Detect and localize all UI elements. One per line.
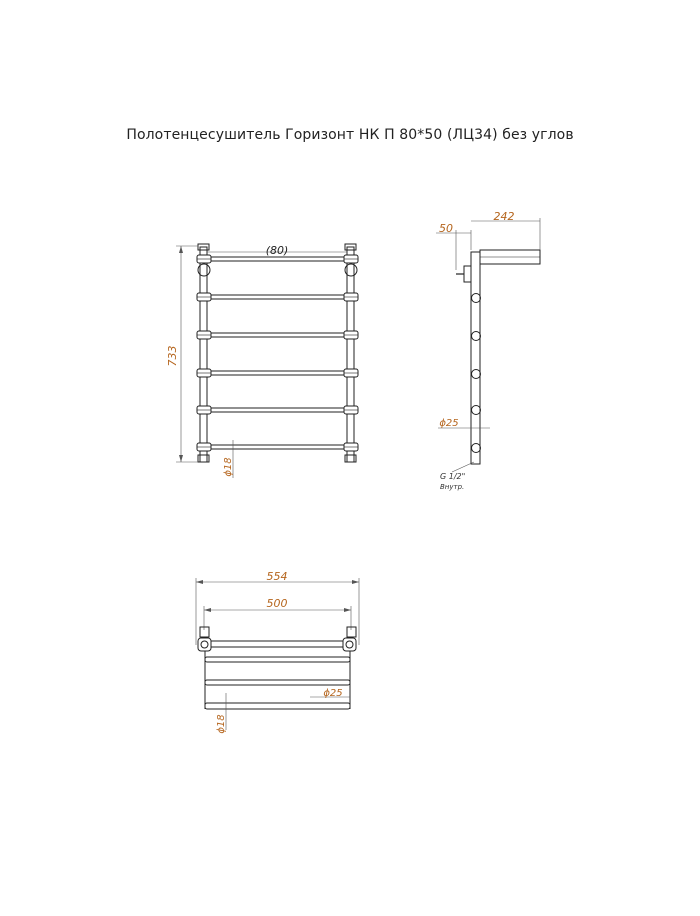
side-bar-ends	[472, 294, 481, 453]
side-depth-label: 242	[493, 210, 515, 223]
front-bar-diameter-label: ϕ18	[223, 457, 234, 477]
bar-5	[207, 408, 347, 412]
front-width-label: (80)	[265, 244, 289, 257]
side-thread-type-label: Внутр.	[440, 483, 465, 491]
bar-6	[207, 445, 347, 449]
bar-3	[207, 333, 347, 337]
front-joints	[197, 255, 358, 451]
side-post-diameter-label: ϕ25	[439, 418, 459, 429]
front-height-label: 733	[166, 345, 179, 367]
right-post	[347, 247, 354, 462]
left-post-top	[198, 638, 211, 651]
side-thread-label: G 1/2"	[440, 472, 466, 481]
top-bar-4	[205, 703, 350, 709]
side-offset-label: 50	[439, 222, 453, 235]
top-post-diameter-label: ϕ25	[323, 688, 343, 699]
left-post	[200, 247, 207, 462]
drawing-title: Полотенцесушитель Горизонт НК П 80*50 (ЛЦ34) без углов	[126, 127, 574, 143]
top-overall-width-label: 554	[266, 570, 288, 583]
right-post-top	[343, 638, 356, 651]
bar-2	[207, 295, 347, 299]
top-bar-diameter-label: ϕ18	[216, 714, 227, 734]
top-bar-2	[205, 657, 350, 662]
bar-4	[207, 371, 347, 375]
top-bar-3	[205, 680, 350, 685]
front-view	[176, 244, 358, 478]
side-post	[471, 252, 480, 464]
bar-1	[207, 257, 347, 261]
side-view	[436, 218, 540, 472]
front-bars	[207, 257, 347, 449]
top-bar-1	[211, 641, 343, 647]
top-center-distance-label: 500	[266, 597, 288, 610]
right-wall-mount	[347, 627, 356, 637]
left-wall-mount	[200, 627, 209, 637]
wall-bracket	[464, 266, 471, 282]
